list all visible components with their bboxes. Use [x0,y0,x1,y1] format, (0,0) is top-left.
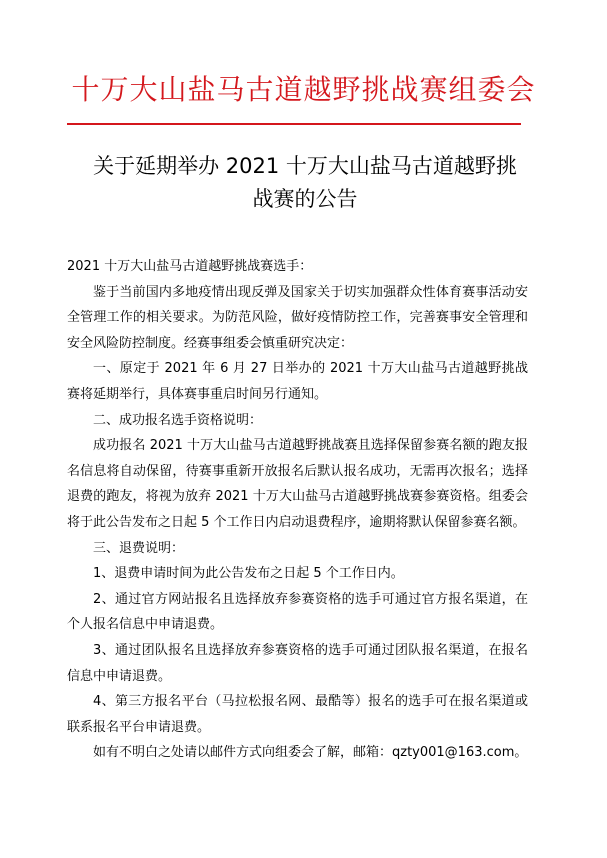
refund-rule-2: 2、通过官方网站报名且选择放弃参赛资格的选手可通过官方报名渠道，在个人报名信息中申请退费。 [67,591,528,633]
refund-rule-4: 4、第三方报名平台（马拉松报名网、最酷等）报名的选手可在报名渠道或联系报名平台申请退费。 [67,694,528,735]
item-2-heading: 二、成功报名选手资格说明： [93,412,263,428]
item-1-paragraph: 一、原定于 2021 年 6 月 27 日举办的 2021 十万大山盐马古道越野挑战赛将延期举行，具体赛事重启时间另行通知。 [67,361,528,402]
refund-rule-1: 1、退费申请时间为此公告发布之日起 5 个工作日内。 [93,566,404,582]
item-3-heading: 三、退费说明： [93,540,185,556]
header-divider [67,123,521,125]
intro-paragraph: 鉴于当前国内多地疫情出现反弹及国家关于切实加强群众性体育赛事活动安全管理工作的相关要求。为防范风险，做好疫情防控工作，完善赛事安全管理和安全风险防控制度。经赛事组委会慎重研究决定： [67,284,528,351]
organizer-header: 十万大山盐马古道越野挑战赛组委会 [71,73,536,106]
item-2-paragraph: 成功报名 2021 十万大山盐马古道越野挑战赛且选择保留参赛名额的跑友报名信息将自动保留，待赛事重新开放报名后默认报名成功，无需再次报名；选择退费的跑友，将视为放弃 2021 十万大山盐马古道越野挑战赛参赛资格。组委会将于此公告发布之日起 5 个工作日内启动退费程序，逾期将默认保留参赛名额。 [67,438,528,530]
salutation: 2021 十万大山盐马古道越野挑战赛选手： [67,259,313,274]
document-title [60,150,550,216]
document-body [67,254,528,766]
title-line-1: 关于延期举办 2021 十万大山盐马古道越野挑 [93,154,517,178]
title-line-2: 战赛的公告 [252,187,358,211]
refund-rule-3: 3、通过团队报名且选择放弃参赛资格的选手可通过团队报名渠道，在报名信息中申请退费。 [67,642,528,684]
contact-paragraph: 如有不明白之处请以邮件方式向组委会了解，邮箱：qzty001@163.com。 [93,745,528,761]
